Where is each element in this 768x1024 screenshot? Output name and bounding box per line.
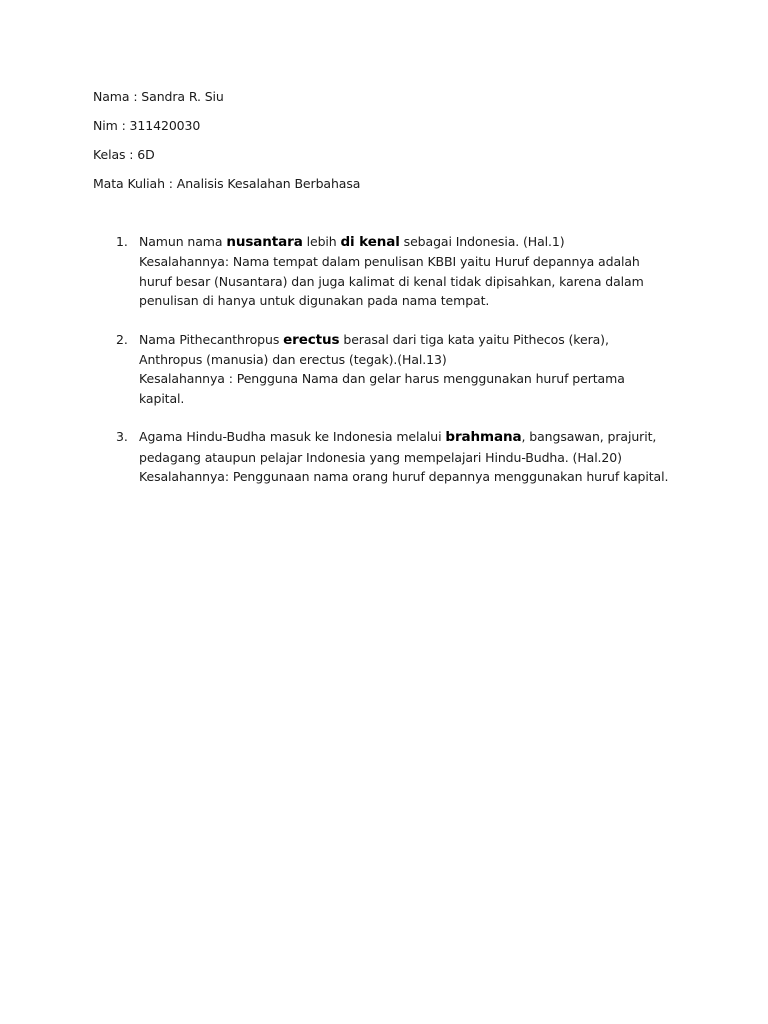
student-class: Kelas : 6D	[93, 147, 155, 162]
list-item-number: 3.	[116, 429, 128, 445]
keyword: nusantara	[226, 234, 303, 250]
item-explanation-line: Kesalahannya: Penggunaan nama orang huruf depannya menggunakan huruf kapital.	[139, 469, 669, 485]
student-name: Nama : Sandra R. Siu	[93, 89, 224, 104]
item-explanation-line: kapital.	[139, 390, 185, 406]
item-explanation-line: penulisan di hanya untuk digunakan pada nama tempat.	[139, 293, 490, 309]
item-explanation-line: Kesalahannya: Nama tempat dalam penulisan KBBI yaitu Huruf depannya adalah	[139, 254, 640, 270]
student-nim: Nim : 311420030	[93, 118, 201, 133]
course-name: Mata Kuliah : Analisis Kesalahan Berbahasa	[93, 176, 361, 191]
item-explanation-line: Kesalahannya : Pengguna Nama dan gelar harus menggunakan huruf pertama	[139, 371, 625, 387]
list-item	[93, 427, 693, 486]
item-sentence-line: Anthropus (manusia) dan erectus (tegak).(Hal.13)	[139, 352, 447, 368]
list-item-number: 2.	[116, 331, 128, 347]
item-explanation-line: huruf besar (Nusantara) dan juga kalimat di kenal tidak dipisahkan, karena dalam	[139, 273, 644, 289]
list-item	[93, 232, 693, 311]
list-item-number: 1.	[116, 234, 128, 249]
keyword: erectus	[283, 331, 340, 348]
list-item	[93, 330, 693, 409]
item-sentence-line: pedagang ataupun pelajar Indonesia yang mempelajari Hindu-Budha. (Hal.20)	[139, 449, 622, 465]
item-sentence: Nama Pithecanthropus erectus berasal dari tiga kata yaitu Pithecos (kera),	[139, 331, 609, 348]
item-sentence: Agama Hindu-Budha masuk ke Indonesia melalui brahmana, bangsawan, prajurit,	[139, 429, 657, 446]
item-sentence: Namun nama nusantara lebih di kenal sebagai Indonesia. (Hal.1)	[139, 234, 565, 250]
keyword: brahmana	[445, 429, 522, 446]
error-analysis-list	[93, 232, 693, 486]
keyword: di kenal	[340, 234, 400, 250]
